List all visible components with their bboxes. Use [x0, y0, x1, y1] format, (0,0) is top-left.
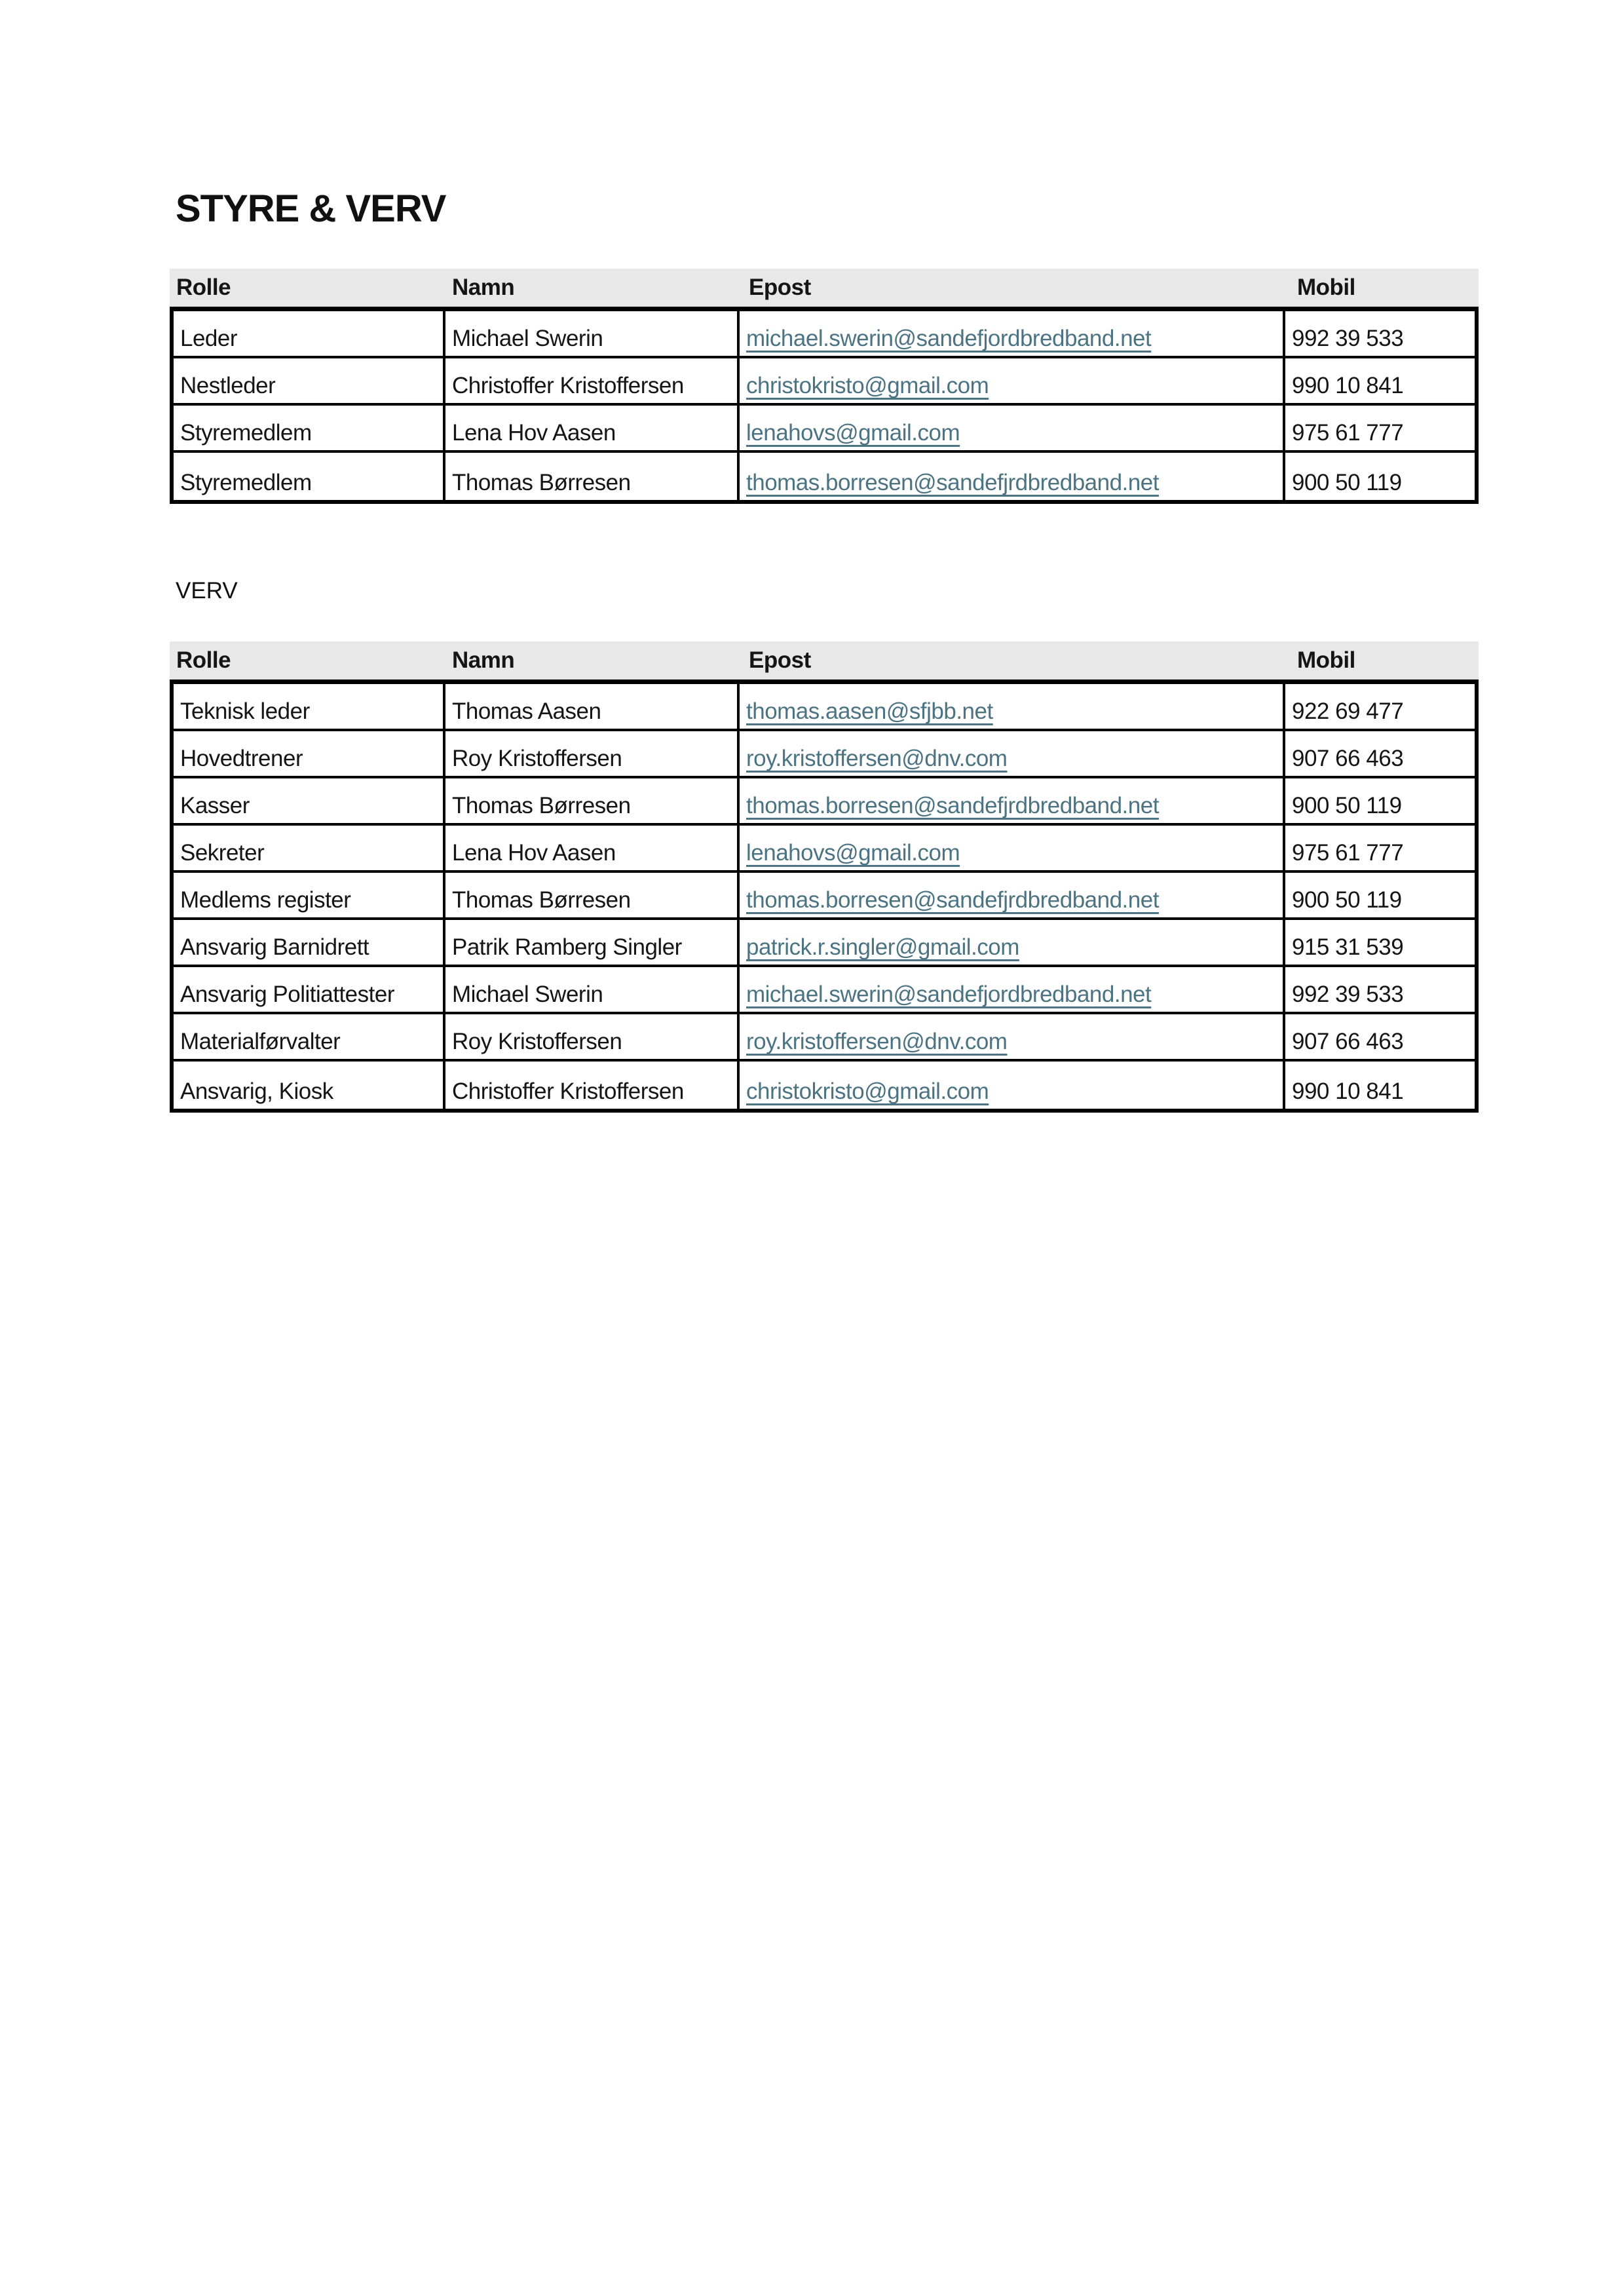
- table-row: [174, 967, 1475, 1014]
- role-cell: Sekreter: [174, 826, 445, 870]
- role-cell: Materialførvalter: [174, 1014, 445, 1059]
- mobile-cell: 915 31 539: [1292, 934, 1404, 960]
- name-cell: Lena Hov Aasen: [445, 406, 740, 450]
- table-row: [174, 778, 1475, 826]
- mobile-cell: 975 61 777: [1292, 420, 1404, 446]
- email-cell: [740, 778, 1285, 823]
- role-cell: Ansvarig Politiattester: [174, 967, 445, 1012]
- mobile-cell: 922 69 477: [1292, 698, 1404, 724]
- email-link[interactable]: christokristo@gmail.com: [746, 1079, 989, 1104]
- name-cell: Michael Swerin: [445, 967, 740, 1012]
- verv-table-header: [170, 641, 1479, 679]
- table-row: [174, 731, 1475, 778]
- mobile-cell: 907 66 463: [1292, 746, 1404, 771]
- email-cell: [740, 731, 1285, 776]
- mobile-cell: 990 10 841: [1292, 373, 1404, 398]
- mobile-cell: 975 61 777: [1292, 840, 1404, 866]
- role-cell: Ansvarig, Kiosk: [174, 1062, 445, 1109]
- styre-table-header: [170, 269, 1479, 307]
- role-cell: Teknisk leder: [174, 684, 445, 729]
- email-link[interactable]: roy.kristoffersen@dnv.com: [746, 1029, 1008, 1054]
- mobile-cell: 992 39 533: [1292, 326, 1404, 351]
- table-row: [174, 920, 1475, 967]
- column-header-namn: Namn: [452, 276, 515, 300]
- mobile-cell: 992 39 533: [1292, 982, 1404, 1007]
- email-link[interactable]: lenahovs@gmail.com: [746, 420, 960, 446]
- email-link[interactable]: michael.swerin@sandefjordbredband.net: [746, 982, 1152, 1007]
- name-cell: Patrik Ramberg Singler: [445, 920, 740, 965]
- column-header-epost: Epost: [749, 276, 811, 300]
- email-link[interactable]: thomas.aasen@sfjbb.net: [746, 698, 993, 724]
- email-link[interactable]: patrick.r.singler@gmail.com: [746, 934, 1019, 960]
- column-header-rolle: Rolle: [176, 649, 231, 673]
- name-cell: Thomas Børresen: [445, 453, 740, 500]
- table-row: [174, 406, 1475, 453]
- name-cell: Christoffer Kristoffersen: [445, 1062, 740, 1109]
- mobile-cell: 900 50 119: [1292, 470, 1402, 495]
- email-cell: [740, 826, 1285, 870]
- column-header-rolle: Rolle: [176, 276, 231, 300]
- table-row: [174, 1062, 1475, 1109]
- email-cell: [740, 358, 1285, 403]
- email-cell: [740, 406, 1285, 450]
- mobile-cell: 990 10 841: [1292, 1079, 1404, 1104]
- table-row: [174, 453, 1475, 500]
- email-link[interactable]: thomas.borresen@sandefjrdbredband.net: [746, 887, 1159, 913]
- email-cell: [740, 873, 1285, 917]
- table-row: [174, 311, 1475, 358]
- table-row: [174, 358, 1475, 406]
- email-link[interactable]: christokristo@gmail.com: [746, 373, 989, 398]
- email-link[interactable]: lenahovs@gmail.com: [746, 840, 960, 866]
- email-link[interactable]: thomas.borresen@sandefjrdbredband.net: [746, 793, 1159, 818]
- email-cell: [740, 453, 1285, 500]
- email-cell: [740, 684, 1285, 729]
- role-cell: Hovedtrener: [174, 731, 445, 776]
- name-cell: Michael Swerin: [445, 311, 740, 356]
- email-cell: [740, 920, 1285, 965]
- role-cell: Medlems register: [174, 873, 445, 917]
- email-link[interactable]: michael.swerin@sandefjordbredband.net: [746, 326, 1152, 351]
- verv-section-label: VERV: [176, 578, 238, 603]
- role-cell: Ansvarig Barnidrett: [174, 920, 445, 965]
- email-link[interactable]: roy.kristoffersen@dnv.com: [746, 746, 1008, 771]
- mobile-cell: 900 50 119: [1292, 887, 1402, 913]
- name-cell: Roy Kristoffersen: [445, 731, 740, 776]
- page-title: STYRE & VERV: [176, 187, 446, 230]
- email-cell: [740, 967, 1285, 1012]
- column-header-epost: Epost: [749, 649, 811, 673]
- table-row: [174, 684, 1475, 731]
- role-cell: Nestleder: [174, 358, 445, 403]
- mobile-cell: 907 66 463: [1292, 1029, 1404, 1054]
- column-header-mobil: Mobil: [1297, 649, 1355, 673]
- name-cell: Roy Kristoffersen: [445, 1014, 740, 1059]
- table-row: [174, 1014, 1475, 1062]
- role-cell: Leder: [174, 311, 445, 356]
- role-cell: Kasser: [174, 778, 445, 823]
- column-header-namn: Namn: [452, 649, 515, 673]
- name-cell: Thomas Aasen: [445, 684, 740, 729]
- table-row: [174, 873, 1475, 920]
- role-cell: Styremedlem: [174, 453, 445, 500]
- name-cell: Christoffer Kristoffersen: [445, 358, 740, 403]
- email-cell: [740, 311, 1285, 356]
- column-header-mobil: Mobil: [1297, 276, 1355, 300]
- email-cell: [740, 1014, 1285, 1059]
- role-cell: Styremedlem: [174, 406, 445, 450]
- email-link[interactable]: thomas.borresen@sandefjrdbredband.net: [746, 470, 1159, 495]
- email-cell: [740, 1062, 1285, 1109]
- verv-table: [170, 679, 1479, 1113]
- mobile-cell: 900 50 119: [1292, 793, 1402, 818]
- styre-table: [170, 307, 1479, 504]
- name-cell: Thomas Børresen: [445, 778, 740, 823]
- name-cell: Lena Hov Aasen: [445, 826, 740, 870]
- name-cell: Thomas Børresen: [445, 873, 740, 917]
- table-row: [174, 826, 1475, 873]
